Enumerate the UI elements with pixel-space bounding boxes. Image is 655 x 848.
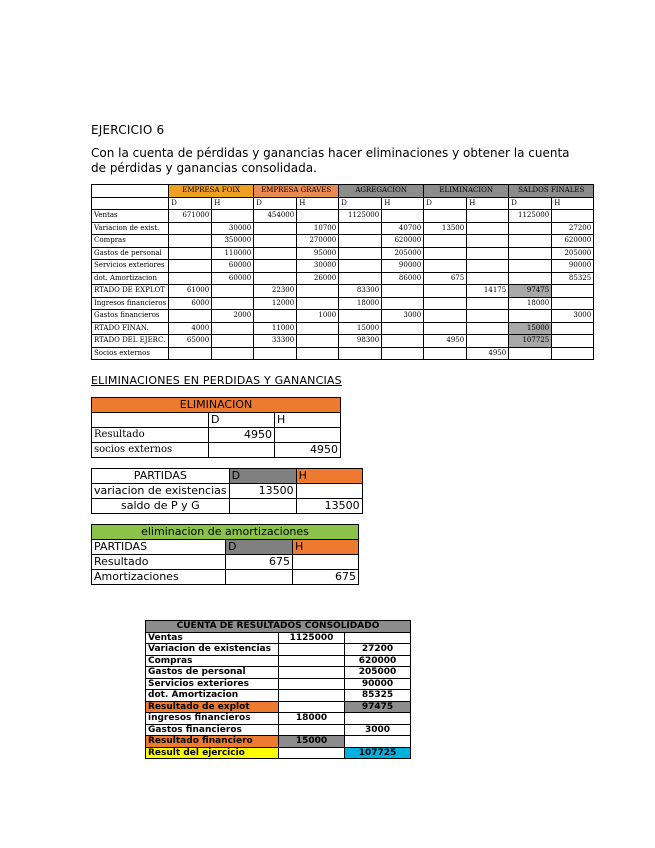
row-label: Servicios exteriores bbox=[92, 260, 169, 273]
d-value bbox=[279, 701, 345, 713]
value-cell bbox=[212, 285, 254, 298]
h-value bbox=[345, 632, 411, 644]
table-row bbox=[146, 736, 411, 748]
value-cell bbox=[169, 272, 212, 285]
group-header: ELIMINACION bbox=[424, 185, 509, 198]
value-cell: 85325 bbox=[552, 272, 594, 285]
value-cell bbox=[467, 260, 509, 273]
d-value bbox=[279, 690, 345, 702]
value-cell bbox=[467, 322, 509, 335]
value-cell bbox=[169, 347, 212, 360]
table-row bbox=[92, 247, 594, 260]
dh-cell: H bbox=[552, 197, 594, 210]
value-cell bbox=[509, 235, 552, 248]
row-label: Servicios exteriores bbox=[146, 678, 279, 690]
section-title: ELIMINACIONES EN PERDIDAS Y GANANCIAS bbox=[91, 374, 342, 387]
value-cell bbox=[254, 260, 297, 273]
h-header: H bbox=[293, 540, 359, 555]
row-label: Gastos de personal bbox=[92, 247, 169, 260]
row-label: Ingresos financieros bbox=[92, 297, 169, 310]
dh-cell: H bbox=[382, 197, 424, 210]
value-cell bbox=[254, 222, 297, 235]
d-header: D bbox=[226, 540, 293, 555]
group-header: AGREGACION bbox=[339, 185, 424, 198]
value-cell bbox=[509, 347, 552, 360]
d-value: 4950 bbox=[209, 428, 275, 443]
value-cell: 11000 bbox=[254, 322, 297, 335]
value-cell bbox=[169, 235, 212, 248]
value-cell: 95000 bbox=[297, 247, 339, 260]
corner-cell bbox=[92, 413, 209, 428]
value-cell: 22300 bbox=[254, 285, 297, 298]
row-label: Gastos financieros bbox=[146, 724, 279, 736]
row-label: RTADO DE EXPLOT bbox=[92, 285, 169, 298]
value-cell: 18000 bbox=[509, 297, 552, 310]
d-value: 18000 bbox=[279, 713, 345, 725]
group-header: EMPRESA FOIX bbox=[169, 185, 254, 198]
value-cell bbox=[424, 210, 467, 223]
value-cell bbox=[552, 297, 594, 310]
value-cell: 270000 bbox=[297, 235, 339, 248]
h-value: 3000 bbox=[345, 724, 411, 736]
dh-cell: D bbox=[424, 197, 467, 210]
value-cell bbox=[212, 210, 254, 223]
dh-cell: D bbox=[339, 197, 382, 210]
value-cell bbox=[254, 272, 297, 285]
value-cell: 2000 bbox=[212, 310, 254, 323]
corner-cell bbox=[92, 197, 169, 210]
value-cell: 1000 bbox=[297, 310, 339, 323]
h-value: 90000 bbox=[345, 678, 411, 690]
row-label: Ventas bbox=[146, 632, 279, 644]
row-label: dot. Amortizacion bbox=[146, 690, 279, 702]
value-cell bbox=[169, 247, 212, 260]
row-label: Variacion de existencias bbox=[146, 644, 279, 656]
value-cell: 18000 bbox=[339, 297, 382, 310]
d-value: 675 bbox=[226, 555, 293, 570]
value-cell: 27200 bbox=[552, 222, 594, 235]
value-cell bbox=[552, 335, 594, 348]
value-cell bbox=[552, 347, 594, 360]
table-row bbox=[92, 347, 594, 360]
table-row bbox=[146, 644, 411, 656]
value-cell bbox=[297, 322, 339, 335]
value-cell: 675 bbox=[424, 272, 467, 285]
value-cell bbox=[424, 347, 467, 360]
value-cell bbox=[467, 310, 509, 323]
h-header: H bbox=[275, 413, 341, 428]
value-cell: 65000 bbox=[169, 335, 212, 348]
value-cell bbox=[509, 260, 552, 273]
table-header: CUENTA DE RESULTADOS CONSOLIDADO bbox=[146, 621, 411, 633]
h-value: 85325 bbox=[345, 690, 411, 702]
value-cell: 40700 bbox=[382, 222, 424, 235]
table-row bbox=[146, 747, 411, 759]
main-table bbox=[91, 184, 594, 360]
h-value: 675 bbox=[293, 570, 359, 585]
value-cell: 98300 bbox=[339, 335, 382, 348]
value-cell: 30000 bbox=[297, 260, 339, 273]
d-value bbox=[279, 678, 345, 690]
value-cell bbox=[424, 285, 467, 298]
h-value: 620000 bbox=[345, 655, 411, 667]
row-label: dot. Amortizacion bbox=[92, 272, 169, 285]
value-cell bbox=[509, 272, 552, 285]
value-cell bbox=[339, 310, 382, 323]
value-cell: 33300 bbox=[254, 335, 297, 348]
value-cell bbox=[297, 285, 339, 298]
value-cell bbox=[424, 322, 467, 335]
value-cell bbox=[467, 247, 509, 260]
row-label: RTADO DEL EJERC. bbox=[92, 335, 169, 348]
table-header: ELIMINACION bbox=[92, 398, 341, 413]
h-value bbox=[345, 713, 411, 725]
dh-cell: D bbox=[169, 197, 212, 210]
table-row bbox=[92, 310, 594, 323]
value-cell bbox=[467, 235, 509, 248]
d-value bbox=[279, 667, 345, 679]
row-label: Result del ejercicio bbox=[146, 747, 279, 759]
d-value bbox=[279, 747, 345, 759]
value-cell bbox=[212, 297, 254, 310]
value-cell bbox=[339, 272, 382, 285]
exercise-instructions: Con la cuenta de pérdidas y ganancias hacer eliminaciones y obtener la cuenta de pérdidas y ganancias consolidada. bbox=[91, 146, 570, 175]
value-cell: 671000 bbox=[169, 210, 212, 223]
partidas-header: PARTIDAS bbox=[92, 469, 230, 484]
value-cell: 1125000 bbox=[509, 210, 552, 223]
d-value bbox=[209, 443, 275, 458]
value-cell: 60000 bbox=[212, 272, 254, 285]
value-cell bbox=[339, 222, 382, 235]
d-value: 15000 bbox=[279, 736, 345, 748]
value-cell bbox=[212, 347, 254, 360]
value-cell bbox=[169, 222, 212, 235]
partidas-header: PARTIDAS bbox=[92, 540, 226, 555]
h-value bbox=[296, 484, 362, 499]
d-value bbox=[279, 655, 345, 667]
h-value: 4950 bbox=[275, 443, 341, 458]
value-cell bbox=[382, 322, 424, 335]
value-cell: 14175 bbox=[467, 285, 509, 298]
row-label: Compras bbox=[92, 235, 169, 248]
value-cell: 26000 bbox=[297, 272, 339, 285]
value-cell: 86000 bbox=[382, 272, 424, 285]
exercise-title: EJERCICIO 6 bbox=[91, 123, 165, 137]
h-value bbox=[293, 555, 359, 570]
value-cell: 350000 bbox=[212, 235, 254, 248]
value-cell bbox=[467, 272, 509, 285]
value-cell bbox=[424, 310, 467, 323]
value-cell: 4000 bbox=[169, 322, 212, 335]
table-row bbox=[146, 678, 411, 690]
table-row bbox=[92, 260, 594, 273]
value-cell bbox=[339, 260, 382, 273]
value-cell bbox=[552, 285, 594, 298]
amortizaciones-table bbox=[91, 524, 359, 585]
value-cell bbox=[467, 335, 509, 348]
value-cell bbox=[169, 260, 212, 273]
value-cell: 12000 bbox=[254, 297, 297, 310]
table-row bbox=[92, 210, 594, 223]
value-cell: 205000 bbox=[382, 247, 424, 260]
value-cell: 107725 bbox=[509, 335, 552, 348]
value-cell bbox=[254, 310, 297, 323]
table-row bbox=[92, 222, 594, 235]
dh-cell: H bbox=[467, 197, 509, 210]
table-row bbox=[146, 690, 411, 702]
value-cell bbox=[467, 222, 509, 235]
group-header: EMPRESA GRAVES bbox=[254, 185, 339, 198]
value-cell: 620000 bbox=[552, 235, 594, 248]
table-header: eliminacion de amortizaciones bbox=[92, 525, 359, 540]
value-cell bbox=[382, 347, 424, 360]
table-row bbox=[92, 335, 594, 348]
value-cell bbox=[509, 247, 552, 260]
h-value: 205000 bbox=[345, 667, 411, 679]
row-label: variacion de existencias bbox=[92, 484, 230, 499]
value-cell bbox=[212, 322, 254, 335]
consolidado-table bbox=[145, 620, 411, 759]
value-cell bbox=[339, 235, 382, 248]
d-value bbox=[226, 570, 293, 585]
value-cell: 61000 bbox=[169, 285, 212, 298]
partidas-table bbox=[91, 468, 363, 514]
table-row bbox=[92, 322, 594, 335]
value-cell bbox=[297, 335, 339, 348]
row-label: Amortizaciones bbox=[92, 570, 226, 585]
d-header: D bbox=[209, 413, 275, 428]
h-value: 97475 bbox=[345, 701, 411, 713]
table-row bbox=[92, 235, 594, 248]
dh-cell: D bbox=[254, 197, 297, 210]
value-cell bbox=[467, 210, 509, 223]
dh-header-row bbox=[92, 197, 594, 210]
h-value bbox=[275, 428, 341, 443]
value-cell: 4950 bbox=[424, 335, 467, 348]
table-row bbox=[146, 701, 411, 713]
dh-cell: H bbox=[297, 197, 339, 210]
value-cell bbox=[382, 297, 424, 310]
value-cell bbox=[339, 247, 382, 260]
h-value: 27200 bbox=[345, 644, 411, 656]
dh-cell: D bbox=[509, 197, 552, 210]
value-cell: 4950 bbox=[467, 347, 509, 360]
h-header: H bbox=[296, 469, 362, 484]
d-value bbox=[279, 644, 345, 656]
value-cell bbox=[254, 347, 297, 360]
dh-cell: H bbox=[212, 197, 254, 210]
row-label: socios externos bbox=[92, 443, 209, 458]
value-cell bbox=[254, 235, 297, 248]
h-value: 107725 bbox=[345, 747, 411, 759]
value-cell bbox=[382, 335, 424, 348]
row-label: Gastos de personal bbox=[146, 667, 279, 679]
value-cell bbox=[297, 347, 339, 360]
value-cell: 30000 bbox=[212, 222, 254, 235]
value-cell: 15000 bbox=[509, 322, 552, 335]
table-row bbox=[146, 724, 411, 736]
value-cell bbox=[382, 285, 424, 298]
value-cell bbox=[169, 310, 212, 323]
row-label: Resultado bbox=[92, 555, 226, 570]
value-cell: 83300 bbox=[339, 285, 382, 298]
value-cell bbox=[509, 310, 552, 323]
value-cell bbox=[424, 260, 467, 273]
value-cell: 90000 bbox=[382, 260, 424, 273]
value-cell: 6000 bbox=[169, 297, 212, 310]
value-cell: 110000 bbox=[212, 247, 254, 260]
value-cell bbox=[552, 210, 594, 223]
value-cell bbox=[254, 247, 297, 260]
table-row bbox=[92, 297, 594, 310]
value-cell: 454000 bbox=[254, 210, 297, 223]
value-cell: 60000 bbox=[212, 260, 254, 273]
value-cell bbox=[467, 297, 509, 310]
value-cell bbox=[424, 235, 467, 248]
value-cell: 97475 bbox=[509, 285, 552, 298]
value-cell: 205000 bbox=[552, 247, 594, 260]
row-label: Compras bbox=[146, 655, 279, 667]
value-cell: 10700 bbox=[297, 222, 339, 235]
value-cell bbox=[297, 297, 339, 310]
h-value bbox=[345, 736, 411, 748]
row-label: Gastos financieros bbox=[92, 310, 169, 323]
value-cell: 90000 bbox=[552, 260, 594, 273]
row-label: ingresos financieros bbox=[146, 713, 279, 725]
d-header: D bbox=[229, 469, 296, 484]
corner-cell bbox=[92, 185, 169, 198]
value-cell bbox=[424, 247, 467, 260]
table-row bbox=[92, 285, 594, 298]
table-row bbox=[92, 272, 594, 285]
value-cell: 3000 bbox=[382, 310, 424, 323]
table-row bbox=[146, 655, 411, 667]
group-header: SALDOS FINALES bbox=[509, 185, 594, 198]
table-row bbox=[146, 632, 411, 644]
row-label: Resultado bbox=[92, 428, 209, 443]
group-header-row bbox=[92, 185, 594, 198]
table-row bbox=[146, 667, 411, 679]
row-label: Variacion de exist. bbox=[92, 222, 169, 235]
eliminacion-table bbox=[91, 397, 341, 458]
value-cell bbox=[424, 297, 467, 310]
row-label: RTADO FINAN. bbox=[92, 322, 169, 335]
d-value: 13500 bbox=[229, 484, 296, 499]
value-cell: 620000 bbox=[382, 235, 424, 248]
h-value: 13500 bbox=[296, 499, 362, 514]
value-cell bbox=[297, 210, 339, 223]
value-cell bbox=[509, 222, 552, 235]
value-cell bbox=[212, 335, 254, 348]
row-label: Socios externos bbox=[92, 347, 169, 360]
value-cell bbox=[382, 210, 424, 223]
row-label: Resultado financiero bbox=[146, 736, 279, 748]
d-value: 1125000 bbox=[279, 632, 345, 644]
d-value bbox=[279, 724, 345, 736]
value-cell bbox=[339, 347, 382, 360]
d-value bbox=[229, 499, 296, 514]
row-label: Resultado de explot bbox=[146, 701, 279, 713]
value-cell bbox=[552, 322, 594, 335]
value-cell: 3000 bbox=[552, 310, 594, 323]
row-label: saldo de P y G bbox=[92, 499, 230, 514]
value-cell: 13500 bbox=[424, 222, 467, 235]
row-label: Ventas bbox=[92, 210, 169, 223]
value-cell: 1125000 bbox=[339, 210, 382, 223]
value-cell: 15000 bbox=[339, 322, 382, 335]
table-row bbox=[146, 713, 411, 725]
